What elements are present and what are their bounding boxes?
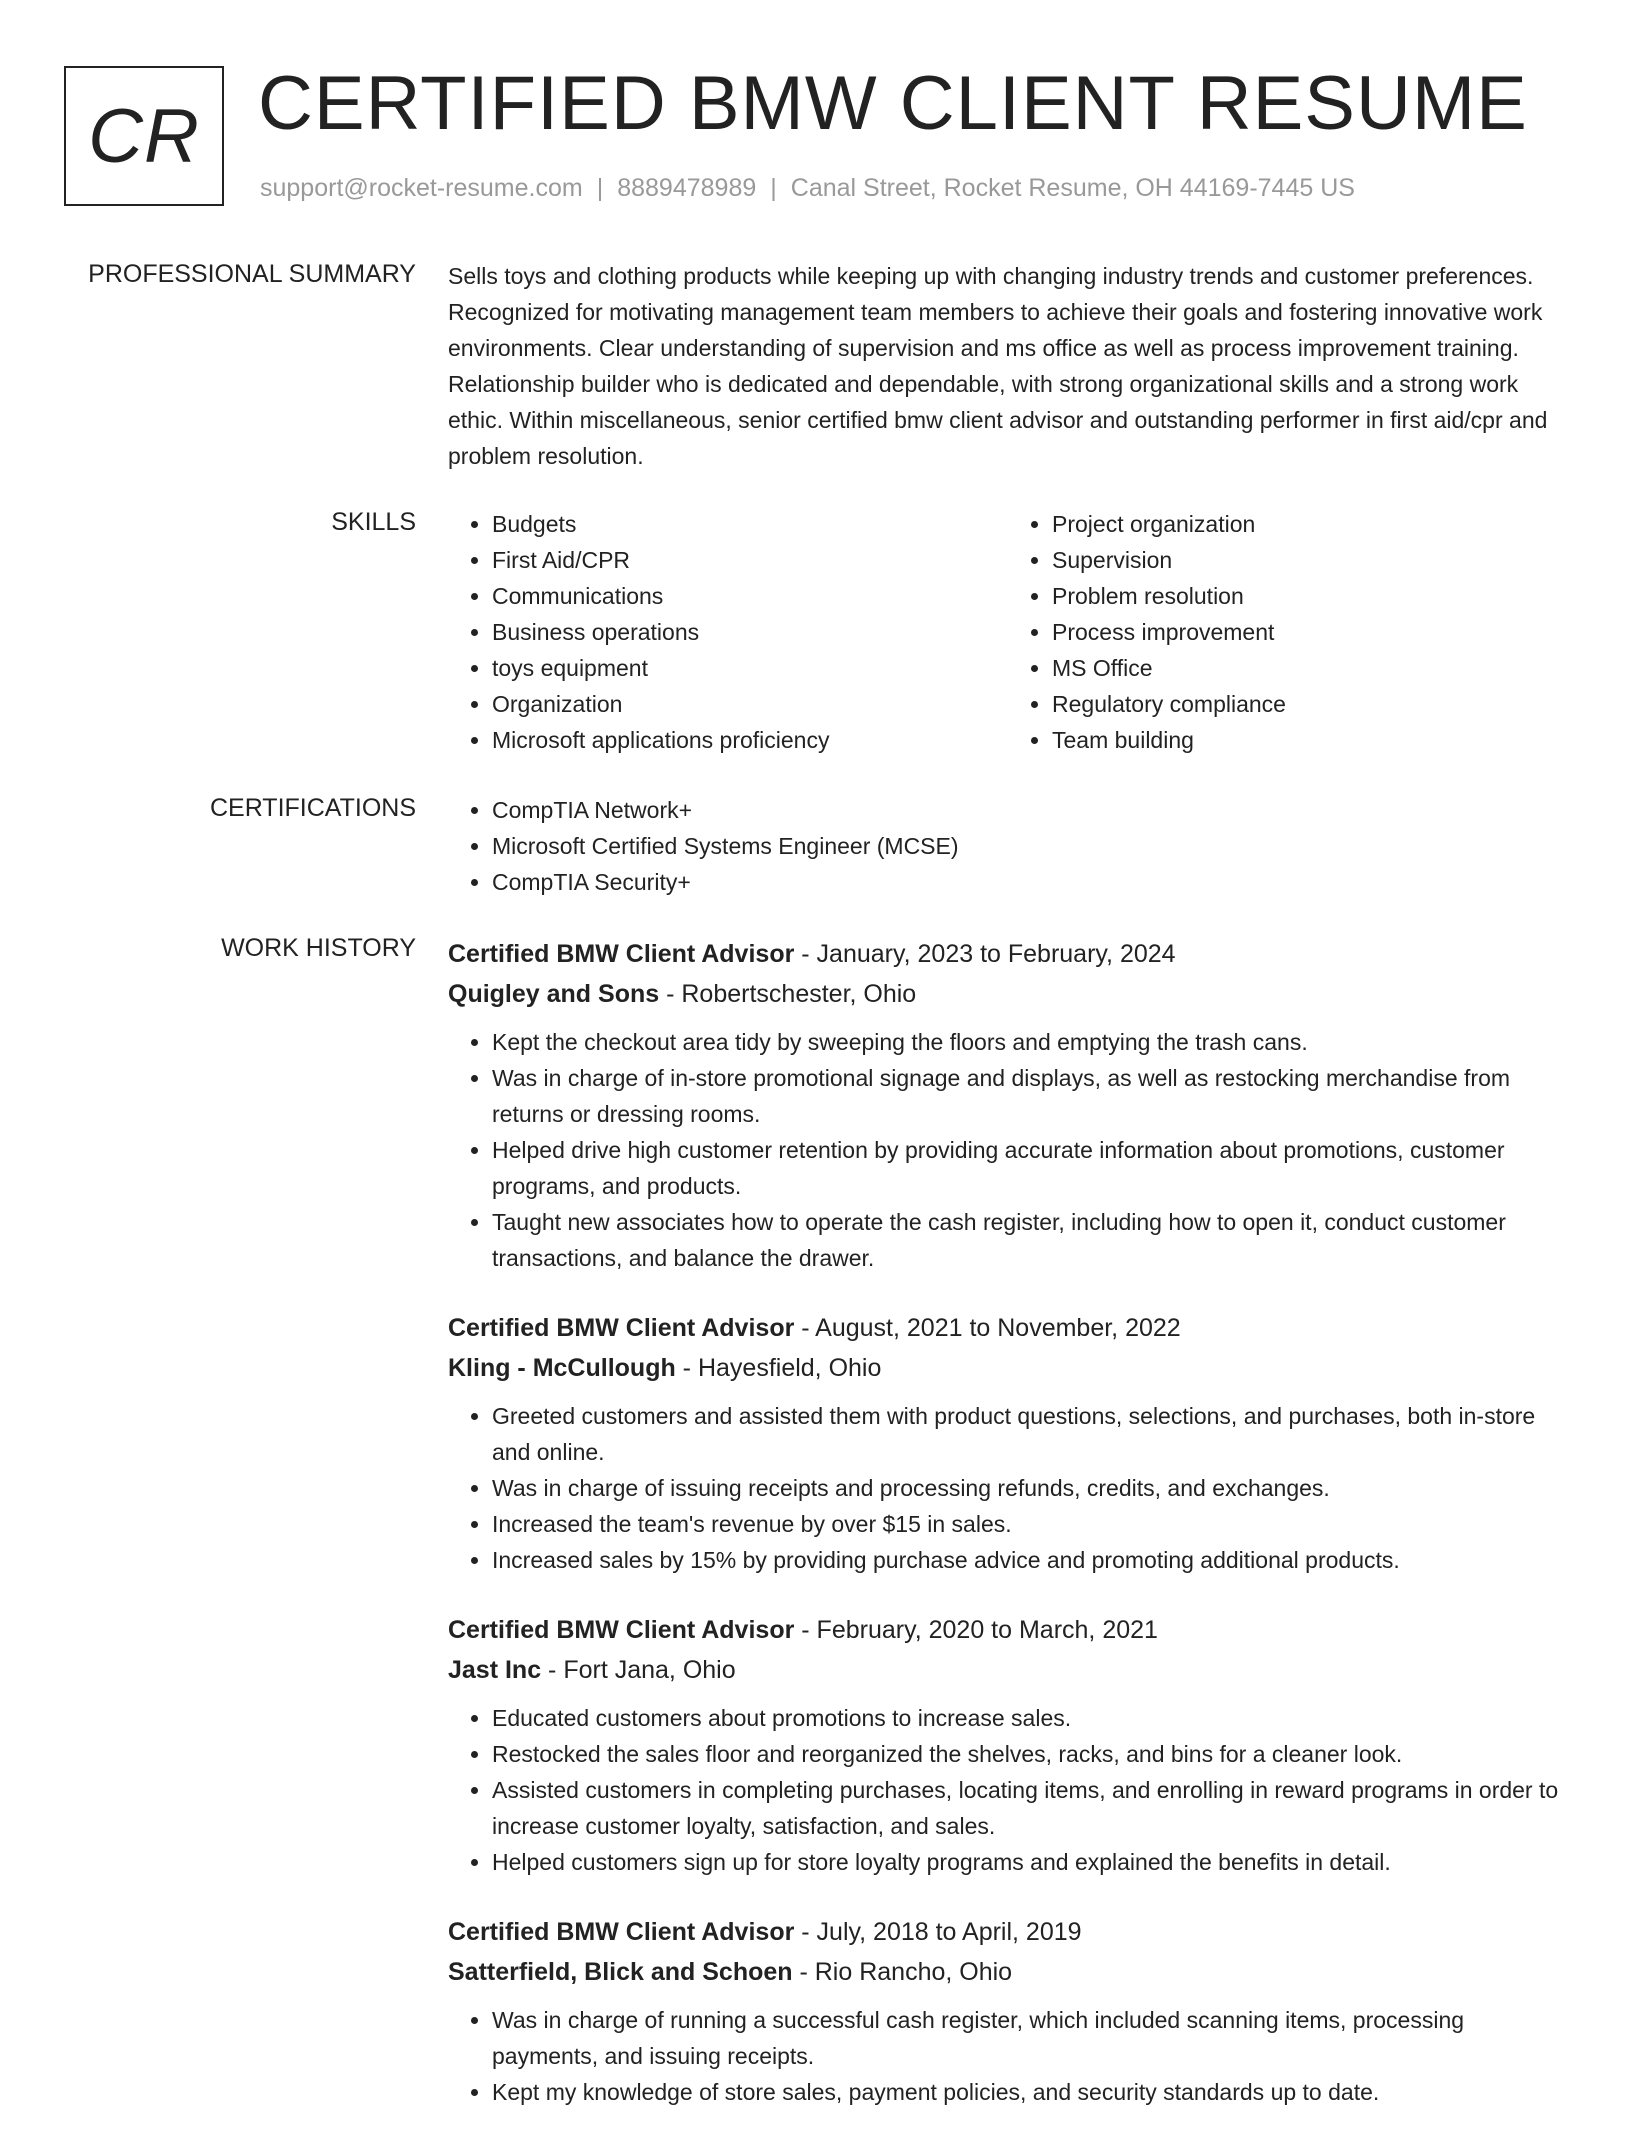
contact-email: support@rocket-resume.com: [260, 174, 583, 202]
job-dates: - July, 2018 to April, 2019: [794, 1918, 1082, 1946]
skills-label: SKILLS: [331, 508, 416, 536]
job-entry: [448, 1610, 1568, 1880]
resume-header: [64, 61, 1584, 216]
certifications-body: [448, 792, 1568, 900]
job-entry: [448, 1912, 1568, 2110]
skill-item: • Problem resolution: [1052, 578, 1568, 614]
skill-item: • Process improvement: [1052, 614, 1568, 650]
job-duty-item: • Kept my knowledge of store sales, payment policies, and security standards up to date.: [492, 2074, 1568, 2110]
job-title: Certified BMW Client Advisor: [448, 1314, 795, 1342]
job-title: Certified BMW Client Advisor: [448, 940, 795, 968]
job-title: Certified BMW Client Advisor: [448, 1918, 795, 1946]
job-duty-item: • Assisted customers in completing purchases, locating items, and enrolling in reward programs in order to increase customer loyalty, satisfaction, and sales.: [492, 1772, 1568, 1844]
skill-item: • Microsoft applications proficiency: [492, 722, 1008, 758]
skill-item: • Project organization: [1052, 506, 1568, 542]
summary-section: [64, 258, 1568, 478]
certification-item: • CompTIA Security+: [492, 864, 1568, 900]
skill-item: • Budgets: [492, 506, 1008, 542]
contact-separator: |: [770, 174, 777, 202]
job-duty-item: • Kept the checkout area tidy by sweeping the floors and emptying the trash cans.: [492, 1024, 1568, 1060]
job-duty-item: • Was in charge of in-store promotional signage and displays, as well as restocking merchandise from returns or dressing rooms.: [492, 1060, 1568, 1132]
job-title-line: [448, 1610, 1568, 1650]
job-company-line: [448, 1952, 1568, 1992]
job-company: Jast Inc: [448, 1656, 542, 1684]
certifications-label: CERTIFICATIONS: [209, 794, 416, 822]
job-title-line: [448, 1308, 1568, 1348]
summary-body: [448, 258, 1568, 474]
work-history-section: [64, 934, 1568, 2112]
skills-grid: [448, 506, 1568, 758]
job-entry: [448, 934, 1568, 1276]
job-title-line: [448, 934, 1568, 974]
job-duty-item: • Was in charge of running a successful cash register, which included scanning items, processing payments, and issuing receipts.: [492, 2002, 1568, 2074]
skill-item: • First Aid/CPR: [492, 542, 1008, 578]
summary-text: Sells toys and clothing products while keeping up with changing industry trends and customer preferences. Recognized for motivating management team members to achieve their goals and fostering innovative work environments. Clear understanding of supervision and ms office as well as process improvement training. Relationship builder who is dedicated and dependable, with strong organizational skills and a strong work ethic. Within miscellaneous, senior certified bmw client advisor and outstanding performer in first aid/cpr and problem resolution.: [448, 263, 1548, 469]
summary-label: PROFESSIONAL SUMMARY: [88, 260, 416, 288]
job-company-line: [448, 1348, 1568, 1388]
job-company-line: [448, 1650, 1568, 1690]
certification-item: • CompTIA Network+: [492, 792, 1568, 828]
job-company: Quigley and Sons: [448, 980, 660, 1008]
job-duty-item: • Educated customers about promotions to increase sales.: [492, 1700, 1568, 1736]
skill-item: • MS Office: [1052, 650, 1568, 686]
job-duties-list: [448, 1024, 1568, 1276]
job-location: - Rio Rancho, Ohio: [792, 1958, 1013, 1986]
job-entry: [448, 1308, 1568, 1578]
job-location: - Fort Jana, Ohio: [541, 1656, 736, 1684]
job-duty-item: • Increased the team's revenue by over $15 in sales.: [492, 1506, 1568, 1542]
job-dates: - January, 2023 to February, 2024: [794, 940, 1176, 968]
contact-separator: |: [596, 174, 604, 202]
certifications-section: [64, 792, 1568, 912]
certification-item: • Microsoft Certified Systems Engineer (MCSE): [492, 828, 1568, 864]
job-location: - Robertschester, Ohio: [659, 980, 917, 1008]
job-duty-item: • Helped customers sign up for store loyalty programs and explained the benefits in detail.: [492, 1844, 1568, 1880]
skill-item: • Team building: [1052, 722, 1568, 758]
job-duty-item: • Was in charge of issuing receipts and processing refunds, credits, and exchanges.: [492, 1470, 1568, 1506]
job-company: Satterfield, Blick and Schoen: [448, 1958, 793, 1986]
job-duty-item: • Helped drive high customer retention by providing accurate information about promotions, customer programs, and products.: [492, 1132, 1568, 1204]
job-title-line: [448, 1912, 1568, 1952]
job-dates: - August, 2021 to November, 2022: [794, 1314, 1181, 1342]
job-location: - Hayesfield, Ohio: [675, 1354, 882, 1382]
skill-item: • Business operations: [492, 614, 1008, 650]
job-duties-list: [448, 1398, 1568, 1578]
skill-item: • Communications: [492, 578, 1008, 614]
skill-item: • Regulatory compliance: [1052, 686, 1568, 722]
job-duty-item: • Greeted customers and assisted them with product questions, selections, and purchases, both in-store and online.: [492, 1398, 1568, 1470]
job-duty-item: • Increased sales by 15% by providing purchase advice and promoting additional products.: [492, 1542, 1568, 1578]
job-duties-list: [448, 2002, 1568, 2110]
job-company-line: [448, 974, 1568, 1014]
job-duty-item: • Restocked the sales floor and reorganized the shelves, racks, and bins for a cleaner look.: [492, 1736, 1568, 1772]
work-history-body: [448, 934, 1568, 2142]
certifications-list: [448, 792, 1568, 900]
monogram-badge: CR: [64, 66, 224, 206]
resume-title: CERTIFIED BMW CLIENT RESUME: [258, 61, 1528, 146]
skill-item: • toys equipment: [492, 650, 1008, 686]
skill-item: • Organization: [492, 686, 1008, 722]
job-dates: - February, 2020 to March, 2021: [794, 1616, 1158, 1644]
contact-address: Canal Street, Rocket Resume, OH 44169-7445 US: [790, 174, 1355, 202]
contact-phone: 8889478989: [617, 174, 757, 202]
job-title: Certified BMW Client Advisor: [448, 1616, 795, 1644]
skills-column-2: [1008, 506, 1568, 758]
job-duties-list: [448, 1700, 1568, 1880]
contact-line: [260, 174, 1355, 203]
skills-column-1: [448, 506, 1008, 758]
job-duty-item: • Taught new associates how to operate the cash register, including how to open it, conduct customer transactions, and balance the drawer.: [492, 1204, 1568, 1276]
skills-section: [64, 506, 1568, 766]
job-company: Kling - McCullough: [448, 1354, 676, 1382]
skill-item: • Supervision: [1052, 542, 1568, 578]
work-history-label: WORK HISTORY: [221, 934, 416, 962]
